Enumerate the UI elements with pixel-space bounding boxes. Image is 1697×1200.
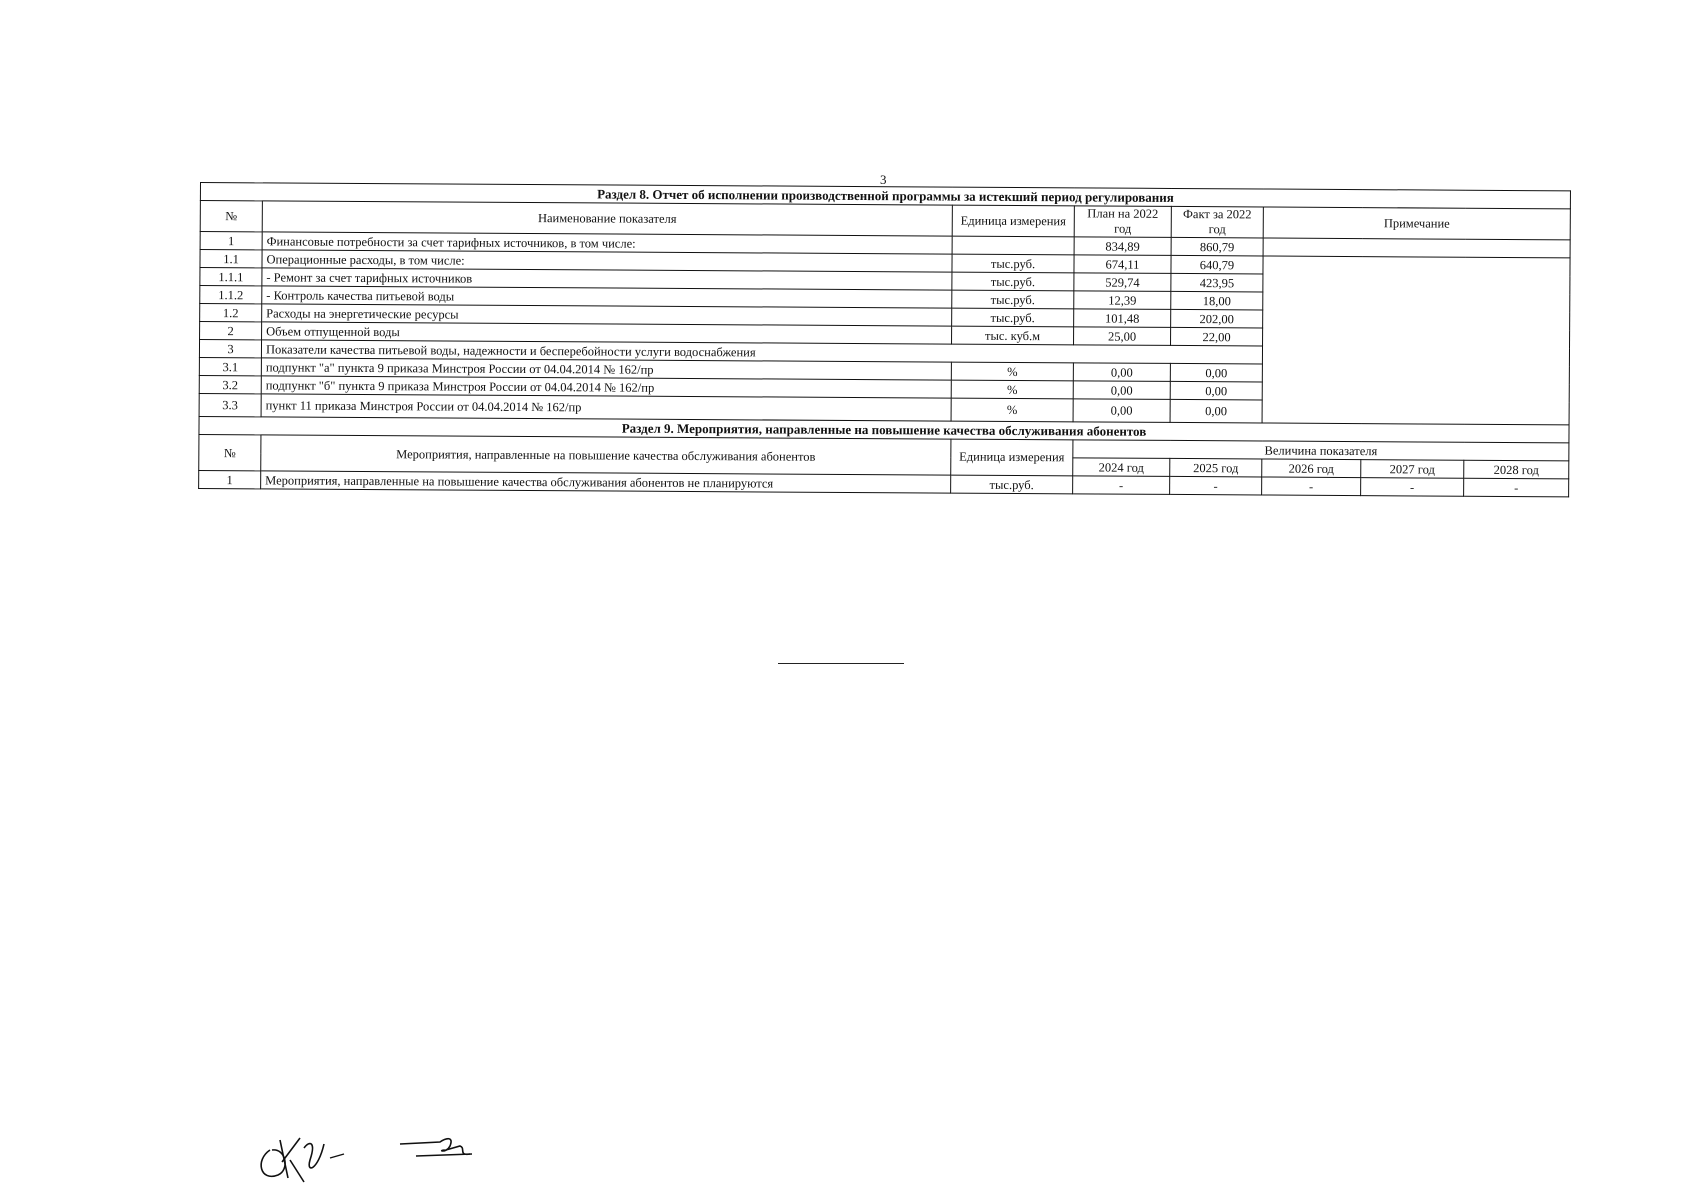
row-name: подпункт "а" пункта 9 приказа Минстроя России от 04.04.2014 № 162/пр <box>261 358 951 380</box>
row-plan: 101,48 <box>1074 309 1171 328</box>
header-unit: Единица измерения <box>951 439 1073 476</box>
row-unit: тыс.руб. <box>951 475 1073 494</box>
signature <box>250 1120 480 1195</box>
row-fact: 18,00 <box>1171 291 1263 310</box>
row-unit: тыс. куб.м <box>952 326 1074 345</box>
row-unit <box>952 236 1074 255</box>
row-num: 1.1.2 <box>200 286 262 304</box>
row-num: 2 <box>200 322 262 340</box>
row-name: - Контроль качества питьевой воды <box>262 286 952 308</box>
row-num: 3.2 <box>199 375 261 393</box>
signature-mark <box>250 1120 480 1190</box>
row-num: 1 <box>199 470 261 488</box>
row-unit: тыс.руб. <box>952 272 1074 291</box>
row-plan: 529,74 <box>1074 273 1171 292</box>
row-name: Объем отпущенной воды <box>262 322 952 344</box>
report-document <box>198 182 1570 497</box>
page-number: 3 <box>880 172 887 187</box>
report-table <box>198 182 1571 497</box>
row-note-merged <box>1262 256 1570 425</box>
row-fact: 22,00 <box>1171 327 1263 346</box>
header-year: 2025 год <box>1170 458 1262 477</box>
header-note: Примечание <box>1263 207 1570 240</box>
header-fact: Факт за 2022 год <box>1171 206 1263 238</box>
row-name: - Ремонт за счет тарифных источников <box>262 268 952 290</box>
row-fact: 202,00 <box>1171 309 1263 328</box>
row-fact: 0,00 <box>1170 381 1262 400</box>
row-fact: 860,79 <box>1171 237 1263 256</box>
row-value: - <box>1361 478 1464 497</box>
row-unit: % <box>951 380 1073 399</box>
header-plan: План на 2022 год <box>1074 206 1171 238</box>
header-year: 2028 год <box>1464 460 1569 479</box>
row-value: - <box>1170 476 1262 495</box>
header-num: № <box>199 434 261 470</box>
row-num: 1.1 <box>200 250 262 268</box>
header-unit: Единица измерения <box>952 205 1074 237</box>
row-plan: 0,00 <box>1073 399 1170 423</box>
section9-title: Раздел 9. Мероприятия, направленные на повышение качества обслуживания абонентов <box>199 416 1569 442</box>
row-unit: тыс.руб. <box>952 254 1074 273</box>
header-value: Величина показателя <box>1073 440 1569 461</box>
header-name: Мероприятия, направленные на повышение качества обслуживания абонентов <box>261 435 951 475</box>
row-num: 3.1 <box>199 357 261 375</box>
row-plan: 0,00 <box>1073 381 1170 400</box>
row-value: - <box>1262 477 1361 496</box>
row-num: 3.3 <box>199 393 261 416</box>
header-name: Наименование показателя <box>262 201 952 236</box>
row-value: - <box>1464 478 1569 497</box>
header-year: 2026 год <box>1262 459 1361 478</box>
row-name: Мероприятия, направленные на повышение качества обслуживания абонентов не планируются <box>261 471 951 493</box>
header-year: 2024 год <box>1073 458 1170 477</box>
separator-line <box>778 663 904 664</box>
row-unit: тыс.руб. <box>952 308 1074 327</box>
row-num: 1 <box>200 232 262 250</box>
row-plan: 834,89 <box>1074 237 1171 256</box>
row-fact: 0,00 <box>1170 363 1262 382</box>
header-year: 2027 год <box>1361 460 1464 479</box>
header-num: № <box>200 201 262 232</box>
row-plan: 0,00 <box>1073 363 1170 382</box>
row-plan: 674,11 <box>1074 255 1171 274</box>
row-unit: тыс.руб. <box>952 290 1074 309</box>
row-name: Расходы на энергетические ресурсы <box>262 304 952 326</box>
row-plan: 25,00 <box>1074 327 1171 346</box>
row-plan: 12,39 <box>1074 291 1171 310</box>
row-unit: % <box>951 398 1073 422</box>
row-num: 1.2 <box>200 304 262 322</box>
row-name: Операционные расходы, в том числе: <box>262 250 952 272</box>
row-value: - <box>1073 476 1170 495</box>
row-name: Показатели качества питьевой воды, надежности и бесперебойности услуги водоснабжения <box>261 340 1262 364</box>
row-name: подпункт "б" пункта 9 приказа Минстроя России от 04.04.2014 № 162/пр <box>261 376 951 398</box>
row-note <box>1263 238 1570 258</box>
row-fact: 0,00 <box>1170 399 1262 423</box>
row-name: Финансовые потребности за счет тарифных источников, в том числе: <box>262 232 952 254</box>
row-fact: 640,79 <box>1171 255 1263 274</box>
row-fact: 423,95 <box>1171 273 1263 292</box>
row-name: пункт 11 приказа Минстроя России от 04.04.2014 № 162/пр <box>261 394 951 421</box>
section8-title: Раздел 8. Отчет об исполнении производственной программы за истекший период регулирования <box>200 183 1570 209</box>
row-unit: % <box>951 362 1073 381</box>
row-num: 1.1.1 <box>200 268 262 286</box>
row-num: 3 <box>199 340 261 358</box>
